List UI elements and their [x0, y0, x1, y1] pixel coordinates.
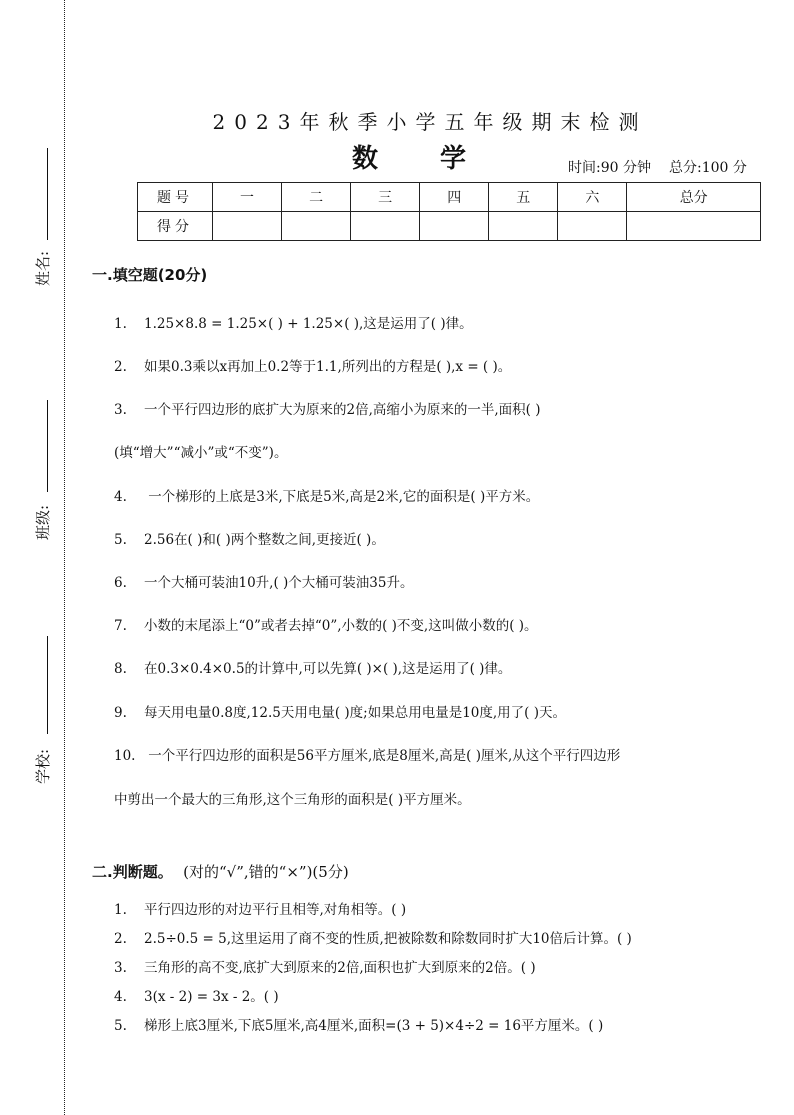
- question-text: 小数的末尾添上“0”或者去掉“0”,小数的( )不变,这叫做小数的( )。: [144, 618, 538, 634]
- question-item: [114, 956, 536, 976]
- class-field: [28, 400, 58, 540]
- name-field: [28, 148, 58, 288]
- class-underline: [47, 400, 48, 492]
- question-item: [114, 927, 632, 947]
- question-number: 8.: [114, 661, 127, 677]
- question-number: 4.: [114, 489, 127, 505]
- question-text: 梯形上底3厘米,下底5厘米,高4厘米,面积=(3 + 5)×4÷2 = 16平方厘米。( ): [144, 1018, 604, 1034]
- subject-title: 数学: [352, 144, 529, 174]
- question-continuation: [114, 788, 471, 808]
- score-table-header-row: [138, 183, 761, 212]
- score-cell[interactable]: [213, 212, 282, 241]
- score-header-cell: 四: [420, 183, 489, 212]
- question-text: 3(x - 2) = 3x - 2。( ): [144, 989, 279, 1005]
- score-header-cell: 五: [489, 183, 558, 212]
- question-number: 5.: [114, 532, 127, 548]
- section-2-note: (对的“√”,错的“×”)(5分): [183, 863, 349, 881]
- question-number: 3.: [114, 960, 127, 976]
- exam-title: 2023年秋季小学五年级期末检测: [212, 110, 648, 134]
- question-item: [114, 312, 473, 332]
- question-item: [114, 1014, 603, 1034]
- question-text: 中剪出一个最大的三角形,这个三角形的面积是( )平方厘米。: [114, 792, 471, 808]
- question-item: [114, 528, 385, 548]
- question-item: [114, 701, 566, 721]
- question-text: 2.5÷0.5 = 5,这里运用了商不变的性质,把被除数和除数同时扩大10倍后计算。( ): [144, 931, 632, 947]
- question-number: 6.: [114, 575, 127, 591]
- exam-time: 时间:90 分钟: [568, 160, 651, 176]
- question-number: 4.: [114, 989, 127, 1005]
- question-text: 1.25×8.8 = 1.25×( ) + 1.25×( ),这是运用了( )律。: [144, 316, 473, 332]
- score-cell[interactable]: [351, 212, 420, 241]
- section-2-heading: 二.判断题。: [92, 863, 173, 881]
- question-continuation: [114, 441, 287, 461]
- score-row-label: 得分: [138, 212, 213, 241]
- binding-dotted-line: [64, 0, 65, 1115]
- score-header-cell: 六: [558, 183, 627, 212]
- question-number: 9.: [114, 705, 127, 721]
- question-text: 2.56在( )和( )两个整数之间,更接近( )。: [144, 532, 385, 548]
- score-cell[interactable]: [420, 212, 489, 241]
- score-header-cell: 二: [282, 183, 351, 212]
- question-text: 一个平行四边形的底扩大为原来的2倍,高缩小为原来的一半,面积( ): [144, 402, 541, 418]
- question-item: [114, 614, 538, 634]
- question-text: (填“增大”“减小”或“不变”)。: [114, 445, 288, 461]
- question-item: [114, 657, 511, 677]
- question-text: 每天用电量0.8度,12.5天用电量( )度;如果总用电量是10度,用了( )天。: [144, 705, 566, 721]
- question-text: 如果0.3乘以x再加上0.2等于1.1,所列出的方程是( ),x = ( )。: [144, 359, 512, 375]
- name-underline: [47, 148, 48, 240]
- question-number: 7.: [114, 618, 127, 634]
- school-field: [28, 636, 58, 788]
- score-header-cell: 三: [351, 183, 420, 212]
- school-underline: [47, 636, 48, 734]
- question-item: [114, 398, 541, 418]
- score-header-cell: 一: [213, 183, 282, 212]
- section-2-title: [92, 861, 349, 882]
- question-number: 3.: [114, 402, 127, 418]
- score-header-cell: 总分: [627, 183, 761, 212]
- question-item: [114, 485, 539, 505]
- question-text: 一个大桶可装油10升,( )个大桶可装油35升。: [144, 575, 414, 591]
- question-number: 10.: [114, 748, 136, 764]
- question-number: 5.: [114, 1018, 127, 1034]
- class-label: 班级:: [34, 504, 52, 540]
- exam-meta: [568, 157, 765, 177]
- section-1-title: 一.填空题(20分): [92, 266, 208, 284]
- question-number: 2.: [114, 931, 127, 947]
- question-item: [114, 744, 620, 764]
- question-number: 2.: [114, 359, 127, 375]
- question-item: [114, 898, 406, 918]
- question-number: 1.: [114, 902, 127, 918]
- question-text: 在0.3×0.4×0.5的计算中,可以先算( )×( ),这是运用了( )律。: [144, 661, 512, 677]
- question-text: 三角形的高不变,底扩大到原来的2倍,面积也扩大到原来的2倍。( ): [144, 960, 536, 976]
- score-cell[interactable]: [627, 212, 761, 241]
- score-table: [137, 182, 761, 241]
- score-cell[interactable]: [282, 212, 351, 241]
- question-text: 平行四边形的对边平行且相等,对角相等。( ): [144, 902, 407, 918]
- question-text: 一个梯形的上底是3米,下底是5米,高是2米,它的面积是( )平方米。: [144, 489, 540, 505]
- question-number: 1.: [114, 316, 127, 332]
- question-item: [114, 985, 279, 1005]
- question-text: 一个平行四边形的面积是56平方厘米,底是8厘米,高是( )厘米,从这个平行四边形: [144, 748, 621, 764]
- score-header-cell: 题号: [138, 183, 213, 212]
- school-label: 学校:: [34, 748, 52, 784]
- question-item: [114, 571, 413, 591]
- score-cell[interactable]: [558, 212, 627, 241]
- score-table-score-row: [138, 212, 761, 241]
- name-label: 姓名:: [34, 250, 52, 286]
- score-cell[interactable]: [489, 212, 558, 241]
- question-item: [114, 355, 511, 375]
- exam-total: 总分:100 分: [668, 160, 747, 176]
